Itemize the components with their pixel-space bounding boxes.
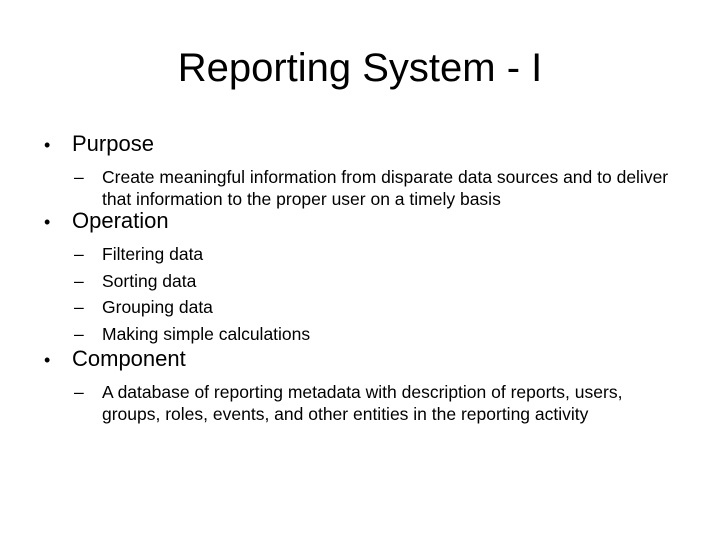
slide-title: Reporting System - I bbox=[177, 46, 543, 90]
dash-icon: – bbox=[74, 167, 84, 187]
list-item bbox=[74, 294, 684, 321]
component-list bbox=[44, 381, 684, 425]
section-heading-component bbox=[44, 346, 684, 373]
bullet-icon: • bbox=[44, 135, 51, 155]
list-item bbox=[74, 268, 684, 295]
section-heading-text: Purpose bbox=[72, 131, 154, 156]
dash-icon: – bbox=[74, 323, 84, 344]
section-purpose bbox=[44, 131, 684, 210]
operation-list bbox=[44, 241, 684, 347]
dash-icon: – bbox=[74, 297, 84, 317]
section-operation bbox=[44, 208, 684, 347]
list-item-text: Sorting data bbox=[102, 270, 197, 291]
dash-icon: – bbox=[74, 270, 84, 291]
list-item-text: Grouping data bbox=[102, 297, 213, 317]
list-item-text: A database of reporting metadata with description of reports, users, groups, roles, events, and other entities in the reporting activity bbox=[102, 382, 623, 424]
dash-icon: – bbox=[74, 382, 84, 402]
section-heading-operation bbox=[44, 208, 684, 235]
bullet-icon: • bbox=[44, 212, 51, 232]
list-item bbox=[74, 241, 684, 268]
list-item-text: Making simple calculations bbox=[102, 323, 311, 344]
section-component bbox=[44, 346, 684, 425]
section-heading-text: Operation bbox=[72, 208, 169, 233]
list-item bbox=[74, 381, 684, 425]
list-item bbox=[74, 166, 684, 210]
section-heading-text: Component bbox=[72, 346, 186, 371]
list-item-text: Filtering data bbox=[102, 244, 204, 264]
dash-icon: – bbox=[74, 244, 84, 264]
section-heading-purpose bbox=[44, 131, 684, 158]
list-item bbox=[74, 321, 684, 348]
list-item-text: Create meaningful information from disparate data sources and to deliver that information to the proper user on a timely basis bbox=[102, 167, 669, 209]
purpose-list bbox=[44, 166, 684, 210]
bullet-icon: • bbox=[44, 350, 51, 370]
